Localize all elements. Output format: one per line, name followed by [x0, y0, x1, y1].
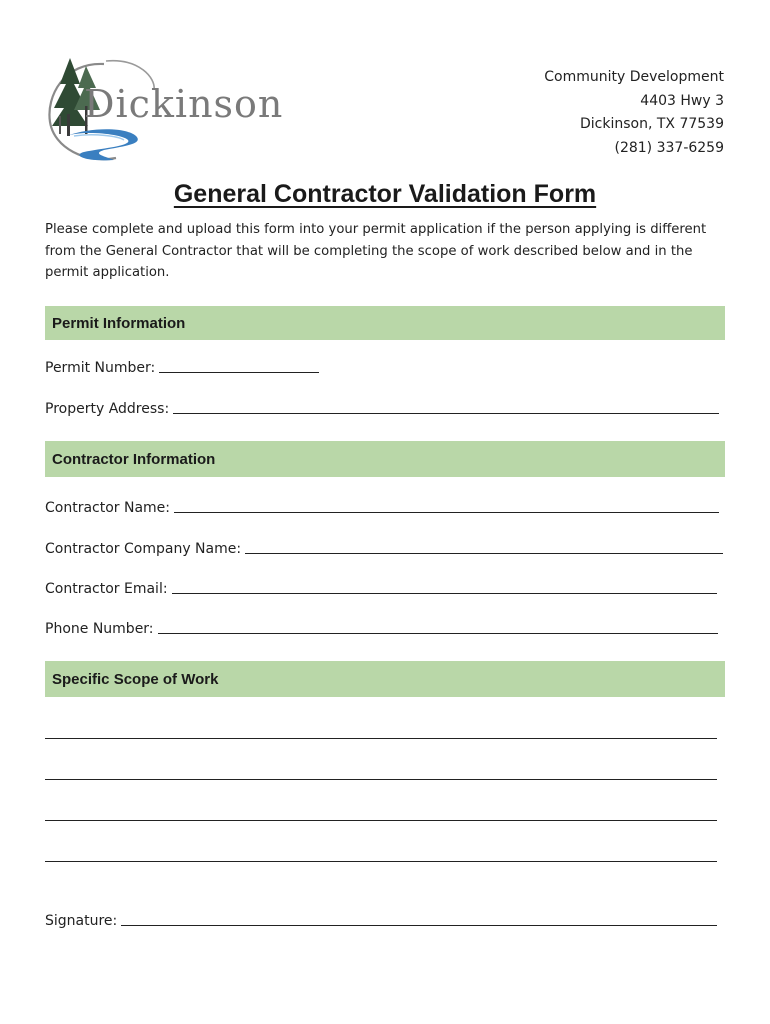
- signature-field[interactable]: [45, 913, 717, 929]
- section-header-permit: Permit Information: [45, 306, 725, 340]
- contact-address-block: [544, 66, 724, 160]
- city-state-zip: Dickinson, TX 77539: [580, 116, 724, 132]
- contractor-email-label: Contractor Email:: [45, 581, 168, 597]
- department-name: Community Development: [544, 69, 724, 85]
- permit-number-label: Permit Number:: [45, 360, 156, 376]
- signature-label: Signature:: [45, 913, 118, 929]
- signature-line[interactable]: [121, 924, 717, 926]
- scope-line-1[interactable]: [45, 738, 717, 739]
- contractor-name-field[interactable]: [45, 500, 719, 516]
- contractor-email-line[interactable]: [172, 592, 717, 594]
- scope-line-4[interactable]: [45, 861, 717, 862]
- form-instructions: Please complete and upload this form into your permit application if the person applying is different from the General Contractor that will be completing the scope of work described below and in the permit application.: [45, 222, 707, 280]
- property-address-line[interactable]: [173, 412, 719, 414]
- contractor-company-line[interactable]: [245, 552, 723, 554]
- form-title: General Contractor Validation Form: [173, 180, 597, 208]
- section-header-scope: Specific Scope of Work: [45, 661, 725, 697]
- phone-number: (281) 337-6259: [614, 139, 724, 156]
- phone-number-line[interactable]: [158, 632, 718, 634]
- property-address-label: Property Address:: [45, 401, 170, 417]
- river-icon: [66, 129, 138, 160]
- contractor-name-line[interactable]: [174, 511, 719, 513]
- street-address: 4403 Hwy 3: [640, 92, 724, 109]
- contractor-name-label: Contractor Name:: [45, 500, 171, 516]
- permit-number-line[interactable]: [159, 371, 319, 373]
- scope-line-3[interactable]: [45, 820, 717, 821]
- contractor-email-field[interactable]: [45, 581, 717, 597]
- contractor-company-field[interactable]: [45, 541, 723, 557]
- city-logo: [44, 56, 284, 168]
- section-header-contractor: Contractor Information: [45, 441, 725, 477]
- phone-number-field[interactable]: [45, 621, 718, 637]
- logo-wordmark: Dickinson: [84, 82, 284, 126]
- property-address-field[interactable]: [45, 401, 719, 417]
- contractor-company-label: Contractor Company Name:: [45, 541, 242, 557]
- phone-number-label: Phone Number:: [45, 621, 154, 637]
- scope-line-2[interactable]: [45, 779, 717, 780]
- permit-number-field[interactable]: [45, 360, 319, 376]
